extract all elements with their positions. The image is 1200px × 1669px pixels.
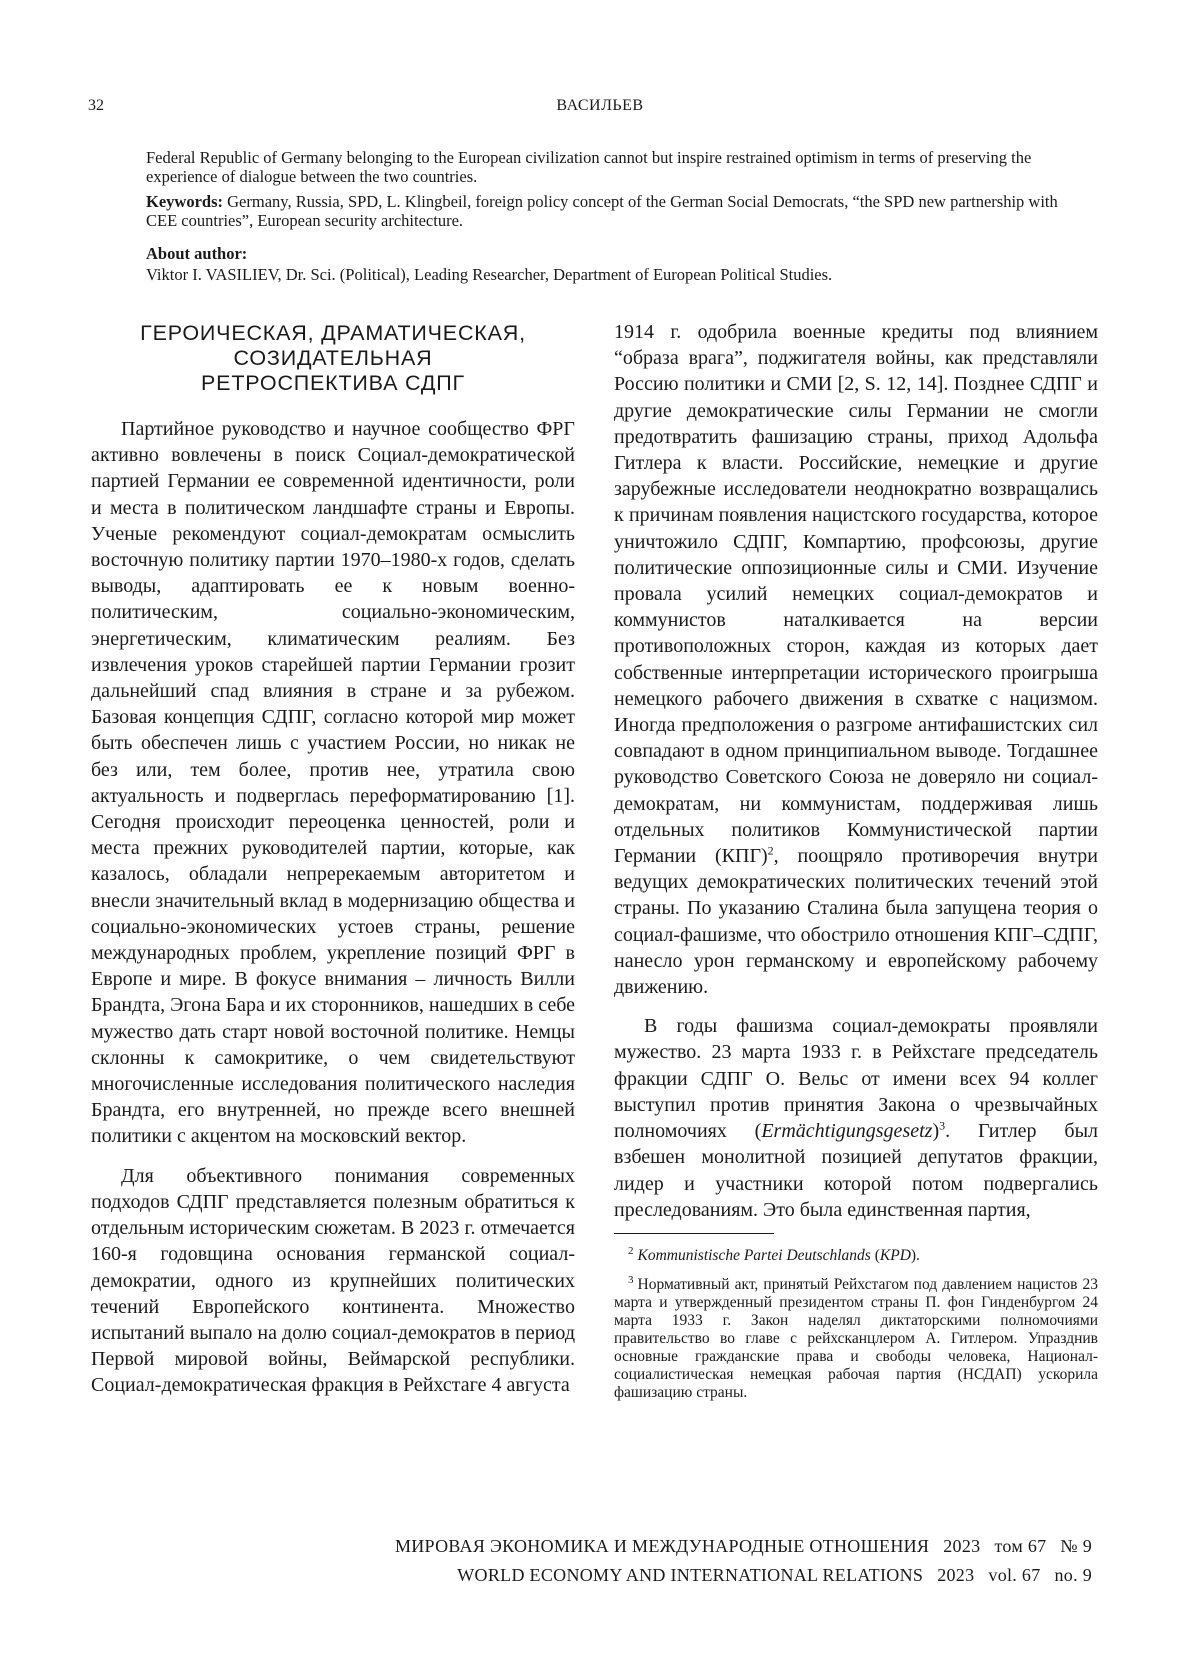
running-head-author: ВАСИЛЬЕВ [556,97,644,114]
about-author-label: About author: [146,244,248,263]
section-title-line-2: СОЗИДАТЕЛЬНАЯ [233,346,433,370]
journal-issue: № 9 [1060,1536,1092,1556]
section-title-line-3: РЕТРОСПЕКТИВА СДПГ [201,371,465,395]
journal-volume: том 67 [994,1536,1047,1556]
journal-title-en: WORLD ECONOMY AND INTERNATIONAL RELATIONS [457,1565,924,1585]
journal-year: 2023 [943,1536,981,1556]
paragraph-text: В годы фашизма социал-демократы проявляли мужество. 23 марта 1933 г. в Рейхстаге председатель фракции СДПГ О. Вельс от имени всех 94 коллег выступил против принятия Закона о чрезвычайных полномочиях ( [614,1015,1098,1143]
page-number: 32 [88,97,104,114]
keywords-text: Germany, Russia, SPD, L. Klingbeil, foreign policy concept of the German Social Democrats, “the SPD new partnership with CEE countries”, European security architecture. [146,192,1058,230]
footnote-mark: 2 [628,1244,634,1257]
footnote-text: ( [870,1247,880,1265]
keywords-paragraph [146,192,1066,230]
section-title-line-1: ГЕРОИЧЕСКАЯ, ДРАМАТИЧЕСКАЯ, [140,321,526,345]
footnote-reference: 3 [939,1118,946,1133]
section-title [91,321,575,396]
paragraph-text: , поощряло противоречия внутри ведущих демократических политических течений этой страны. По указанию Сталина была запущена теория о социал-фашизме, что обострило отношения КПГ–СДПГ, нанесло урон германскому и европейскому рабочему движению. [614,845,1098,999]
footnote-divider [614,1233,774,1234]
journal-title-ru: МИРОВАЯ ЭКОНОМИКА И МЕЖДУНАРОДНЫЕ ОТНОШЕНИЯ [394,1536,930,1556]
paragraph-text: . Гитлер был взбешен монолитной позицией депутатов фракции, лидер и участники которой потом подвергались преследованиям. Это была единственная партия, [614,1120,1098,1221]
journal-issue: no. 9 [1054,1565,1092,1585]
body-paragraph-continued [614,319,1098,1000]
footnote-3 [614,1271,1098,1402]
body-paragraph [614,1013,1098,1223]
english-abstract [146,148,1066,290]
footnote-2 [614,1242,1098,1265]
left-column [91,319,575,1399]
journal-year: 2023 [937,1565,975,1585]
abstract-continuation: Federal Republic of Germany belonging to the European civilization cannot but inspire restrained optimism in terms of preserving the experience of dialogue between the two countries. [146,148,1032,186]
footnote-mark: 3 [628,1274,634,1287]
footnote-italic: Kommunistische Partei Deutschlands [637,1247,871,1265]
footnote-text: Нормативный акт, принятый Рейхстагом под давлением нацистов 23 марта и утвержденный президентом страны П. фон Гинденбургом 24 марта 1933 г. Закон наделял диктаторскими полномочиями правительство во главе с рейхсканцлером А. Гитлером. Упразднив основные гражданские права и свободы человека, Национал-социалистическая немецкая рабочая партия (НСДАП) ускорила фашизацию страны. [614,1276,1098,1402]
body-paragraph: Партийное руководство и научное сообщество ФРГ активно вовлечены в поиск Социал-демократической партией Германии ее современной идентичности, роли и места в политическом ландшафте страны и Европы. Ученые рекомендуют социал-демократам осмыслить восточную политику партии 1970–1980-х годов, сделать выводы, адаптировать ее к новым военно-политическим, социально-экономическим, энергетическим, климатическим реалиям. Без извлечения уроков старейшей партии Германии грозит дальнейший спад влияния в стране и за рубежом. Базовая концепция СДПГ, согласно которой мир может быть обеспечен лишь с участием России, но никак не без или, тем более, против нее, утратила свою актуальность и подверглась переформатированию [1]. Сегодня происходит переоценка ценностей, роли и места прежних руководителей партии, которые, как казалось, обладали непререкаемым авторитетом и внесли значительный вклад в модернизацию общества и социально-экономических устоев страны, решение международных проблем, укрепление позиций ФРГ в Европе и мире. В фокусе внимания – личность Вилли Брандта, Эгона Бара и их сторонников, нашедших в себе мужество дать старт новой восточной политике. Немцы склонны к самокритике, о чем свидетельствуют многочисленные исследования политического наследия Брандта, его внутренней, но прежде всего внешней политики с акцентом на московский вектор. [91,418,575,1148]
italic-term: Ermächtigungsgesetz [761,1120,933,1143]
journal-footer-ru [395,1536,1092,1557]
keywords-label: Keywords: [146,192,223,211]
journal-volume: vol. 67 [988,1565,1041,1585]
journal-footer-en [457,1565,1092,1586]
body-paragraph: Для объективного понимания современных подходов СДПГ представляется полезным обратиться к отдельным историческим сюжетам. В 2023 г. отмечается 160-я годовщина основания германской социал-демократии, одного из крупнейших политических течений Европейского континента. Множество испытаний выпало на долю социал-демократов в период Первой мировой войны, Веймарской республики. Социал-демократическая фракция в Рейхстаге 4 августа [91,1164,575,1397]
paragraph-text: ) [932,1120,940,1143]
right-column [614,319,1098,1408]
paragraph-text: 1914 г. одобрила военные кредиты под влиянием “образа врага”, поджигателя войны, как представляли Россию политики и СМИ [2, S. 12, 14]. Позднее СДПГ и другие демократические силы Германии не смогли предотвратить фашизацию страны, приход Адольфа Гитлера к власти. Российские, немецкие и другие зарубежные исследователи неоднократно возвращались к причинам появления нацистского государства, которое уничтожило СДПГ, Компартию, профсоюзы, другие политические оппозиционные силы и СМИ. Изучение провала усилий немецких социал-демократов и коммунистов наталкивается на версии противоположных сторон, каждая из которых дает собственные интерпретации исторического проигрыша немецкого рабочего движения в схватке с нацизмом. Иногда предположения о разгроме антифашистских сил совпадают в одном принципиальном выводе. Тогдашнее руководство Советского Союза не доверяло ни социал-демократам, ни коммунистам, поддерживая лишь отдельных политиков Коммунистической партии Германии (КПГ) [614,321,1098,868]
about-author-text: Viktor I. VASILIEV, Dr. Sci. (Political), Leading Researcher, Department of European Political Studies. [146,265,833,284]
footnote-reference: 2 [767,843,774,858]
footnote-text: ). [910,1247,920,1265]
footnote-italic: KPD [879,1247,911,1265]
